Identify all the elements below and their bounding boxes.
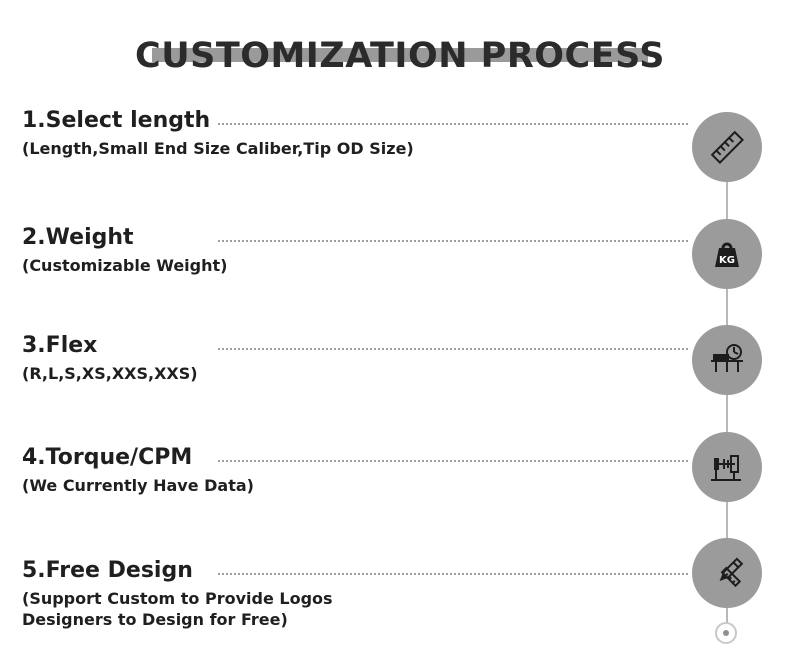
step-2-subtitle: (Customizable Weight)	[22, 256, 228, 275]
step-1-dotted-line	[218, 123, 688, 125]
process-end-node	[715, 622, 737, 644]
page-title-block	[0, 22, 800, 80]
step-2-dotted-line	[218, 240, 688, 242]
flex-gauge-icon	[707, 340, 747, 380]
step-3-title: 3.Flex	[22, 333, 98, 358]
svg-text:KG: KG	[719, 255, 735, 266]
process-step-4	[0, 445, 800, 495]
step-2-header	[0, 225, 800, 255]
step-5-dotted-line	[218, 573, 688, 575]
ruler-icon	[707, 127, 747, 167]
step-3-icon-bubble	[692, 325, 762, 395]
torque-machine-icon	[707, 447, 747, 487]
step-4-header	[0, 445, 800, 475]
page-title: CUSTOMIZATION PROCESS	[135, 36, 665, 76]
step-4-subtitle: (We Currently Have Data)	[22, 476, 254, 495]
step-4-dotted-line	[218, 460, 688, 462]
step-4-title: 4.Torque/CPM	[22, 445, 193, 470]
step-1-icon-bubble	[692, 112, 762, 182]
step-1-header	[0, 108, 800, 138]
step-5-icon-bubble	[692, 538, 762, 608]
step-2-icon-bubble	[692, 219, 762, 289]
step-5-title: 5.Free Design	[22, 558, 193, 583]
process-step-3	[0, 333, 800, 383]
pencil-ruler-icon	[707, 553, 747, 593]
step-5-header	[0, 558, 800, 588]
step-4-icon-bubble	[692, 432, 762, 502]
step-3-header	[0, 333, 800, 363]
step-1-title: 1.Select length	[22, 108, 211, 133]
step-2-title: 2.Weight	[22, 225, 134, 250]
step-3-dotted-line	[218, 348, 688, 350]
step-3-subtitle: (R,L,S,XS,XXS,XXS)	[22, 364, 198, 383]
process-step-5	[0, 558, 800, 629]
step-5-subtitle: (Support Custom to Provide Logos Designers to Design for Free)	[22, 589, 333, 629]
process-step-1	[0, 108, 800, 158]
step-1-subtitle: (Length,Small End Size Caliber,Tip OD Size)	[22, 139, 414, 158]
weight-kg-icon	[707, 234, 747, 274]
